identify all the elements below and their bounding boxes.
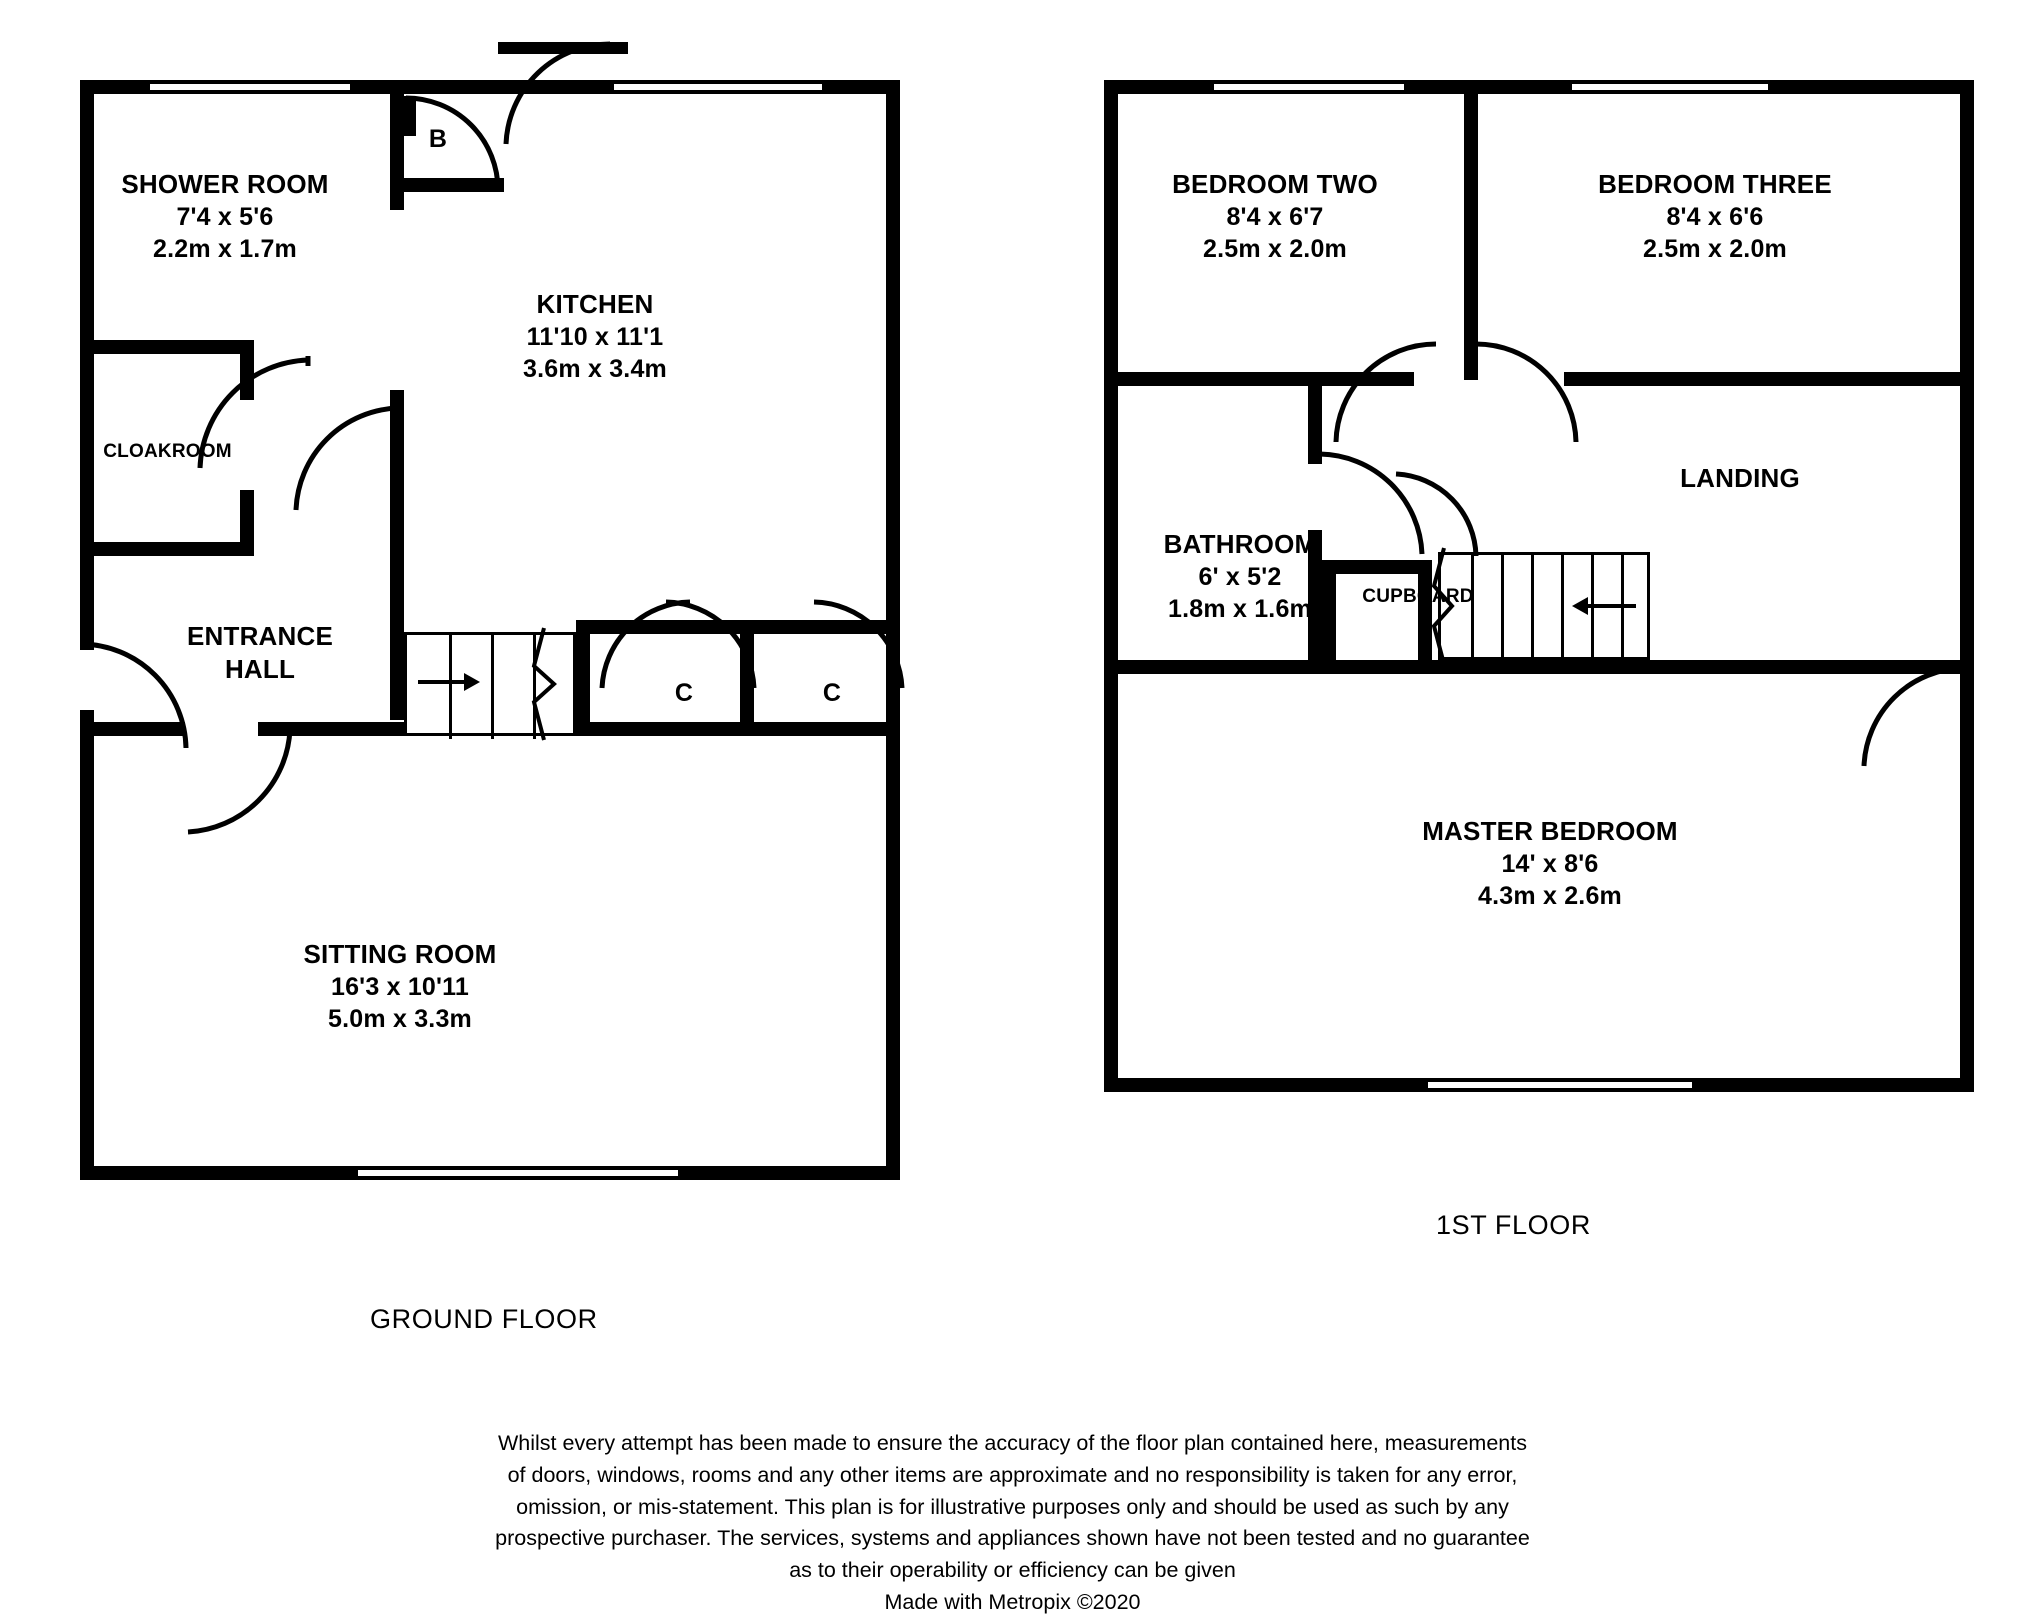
ff-label-bathroom: BATHROOM 6' x 5'2 1.8m x 1.6m	[1163, 529, 1317, 624]
gf-wall-cloakroom-right-lower	[240, 490, 254, 556]
ff-label-master-bedroom: MASTER BEDROOM 14' x 8'6 4.3m x 2.6m	[1422, 816, 1678, 911]
gf-label-kitchen: KITCHEN 11'10 x 11'1 3.6m x 3.4m	[523, 289, 667, 384]
gf-label-entrance-hall: ENTRANCE HALL	[186, 621, 334, 685]
ff-floor-title: 1ST FLOOR	[1436, 1210, 1591, 1240]
ff-door-bedroom-two[interactable]	[1332, 338, 1442, 446]
gf-window-top-right	[614, 80, 822, 94]
gf-marker-b: B	[428, 125, 448, 153]
ff-stair-direction-arrow	[1566, 586, 1638, 626]
ff-window-top-left	[1214, 80, 1404, 94]
ff-door-bedroom-three[interactable]	[1470, 338, 1580, 446]
disclaimer-line-5: as to their operability or efficiency can be given	[789, 1558, 1236, 1583]
first-floor-plan	[1060, 0, 2020, 1240]
ground-floor-plan	[0, 0, 960, 1334]
gf-door-kitchen-top-leaf	[498, 40, 628, 58]
ff-label-bedroom-two: BEDROOM TWO 8'4 x 6'7 2.5m x 2.0m	[1172, 169, 1378, 264]
ff-wall-bed3-bottom	[1564, 372, 1974, 386]
ff-label-landing: LANDING	[1680, 463, 1800, 493]
gf-wall-kitchen-left-upper	[390, 80, 404, 210]
ff-door-cupboard[interactable]	[1390, 470, 1480, 562]
gf-label-cloakroom: CLOAKROOM	[103, 441, 232, 462]
ff-window-top-right	[1572, 80, 1768, 94]
gf-stair-break	[528, 628, 560, 740]
disclaimer	[0, 1428, 2025, 1619]
gf-label-sitting-room: SITTING ROOM 16'3 x 10'11 5.0m x 3.3m	[303, 939, 497, 1034]
gf-marker-c-1: C	[674, 679, 694, 707]
ff-label-cupboard: CUPBOARD	[1362, 586, 1474, 607]
disclaimer-line-4: prospective purchaser. The services, systems and appliances shown have not been tested and no guarantee	[495, 1526, 1530, 1551]
gf-window-bottom	[358, 1166, 678, 1180]
gf-window-top-left	[150, 80, 350, 94]
gf-wall-cloakroom-bottom	[94, 542, 254, 556]
disclaimer-line-2: of doors, windows, rooms and any other items are approximate and no responsibility is taken for any error,	[507, 1462, 1518, 1487]
ff-window-bottom	[1428, 1078, 1692, 1092]
disclaimer-credit: Made with Metropix ©2020	[884, 1590, 1141, 1615]
ff-wall-landing-master	[1104, 660, 1964, 674]
ff-wall-right	[1960, 80, 1974, 1092]
gf-marker-c-2: C	[822, 679, 842, 707]
ff-door-master-bedroom[interactable]	[1860, 664, 1970, 772]
gf-label-shower-room: SHOWER ROOM 7'4 x 5'6 2.2m x 1.7m	[121, 169, 329, 264]
ff-label-bedroom-three: BEDROOM THREE 8'4 x 6'6 2.5m x 2.0m	[1598, 169, 1832, 264]
disclaimer-line-3: omission, or mis-statement. This plan is for illustrative purposes only and should be used as such by any	[516, 1494, 1509, 1519]
gf-floor-title: GROUND FLOOR	[370, 1304, 598, 1334]
gf-door-kitchen-hall[interactable]	[290, 400, 410, 520]
ff-wall-bed2-bed3	[1464, 80, 1478, 380]
gf-wall-cupboard-div-1	[576, 620, 590, 735]
disclaimer-line-1: Whilst every attempt has been made to ensure the accuracy of the floor plan contained here, measurements	[498, 1431, 1527, 1455]
gf-door-hall-sitting[interactable]	[180, 728, 300, 838]
gf-stair-direction-arrow	[418, 662, 488, 702]
